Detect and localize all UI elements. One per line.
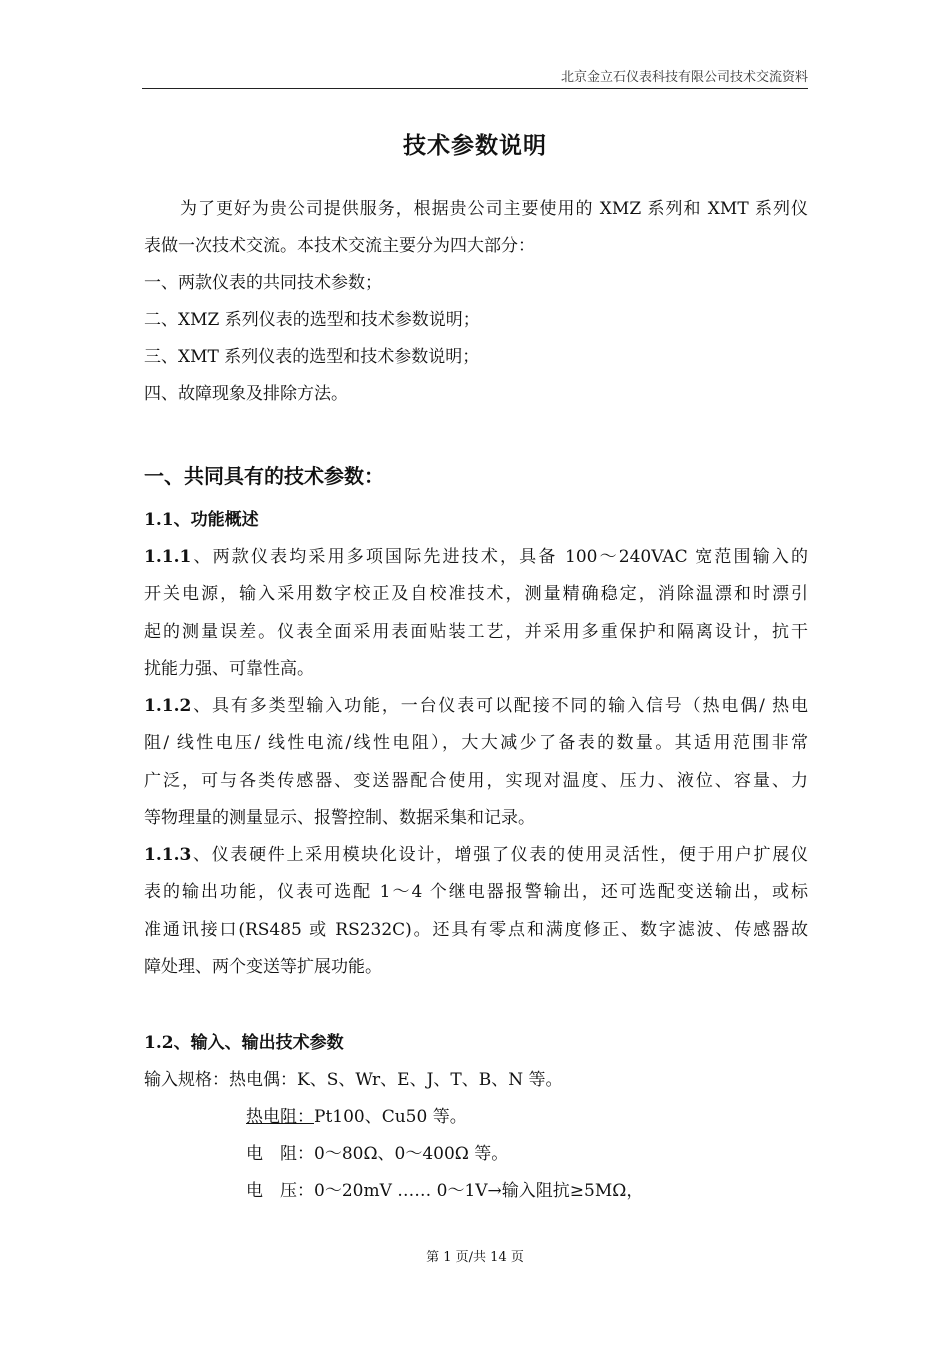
header-divider bbox=[142, 88, 808, 89]
paragraph-1-1-2-line-1: 1.1.2、具有多类型输入功能，一台仪表可以配接不同的输入信号（热电偶/ 热电 bbox=[144, 696, 808, 716]
paragraph-1-1-2-line-3: 广泛，可与各类传感器、变送器配合使用，实现对温度、压力、液位、容量、力 bbox=[144, 771, 808, 791]
outline-item-3: 三、XMT 系列仪表的选型和技术参数说明； bbox=[144, 347, 480, 367]
paragraph-1-1-3-line-2: 表的输出功能，仪表可选配 1～4 个继电器报警输出，还可选配变送输出，或标 bbox=[144, 882, 808, 902]
paragraph-1-1-2-line-2: 阻/ 线性电压/ 线性电流/线性电阻），大大减少了备表的数量。其适用范围非常 bbox=[144, 733, 808, 753]
paragraph-1-1-2-line-4: 等物理量的测量显示、报警控制、数据采集和记录。 bbox=[144, 808, 535, 828]
paragraph-1-1-1-line-2: 开关电源，输入采用数字校正及自校准技术，测量精确稳定，消除温漂和时漂引 bbox=[144, 584, 808, 604]
input-spec-rtd bbox=[246, 1105, 806, 1129]
input-spec-thermocouple bbox=[144, 1068, 808, 1092]
section-heading: 一、共同具有的技术参数： bbox=[144, 464, 384, 488]
paragraph-number: 1.1.3 bbox=[144, 845, 192, 865]
paragraph-number: 1.1.2 bbox=[144, 696, 192, 716]
paragraph-1-1-3-line-1: 1.1.3、仪表硬件上采用模块化设计，增强了仪表的使用灵活性，便于用户扩展仪 bbox=[144, 845, 808, 865]
outline-item-2: 二、XMZ 系列仪表的选型和技术参数说明； bbox=[144, 310, 480, 330]
input-spec-label: 输入规格： bbox=[144, 1070, 229, 1090]
intro-line-1: 为了更好为贵公司提供服务，根据贵公司主要使用的 XMZ 系列和 XMT 系列仪 bbox=[180, 199, 808, 219]
paragraph-1-1-3-line-4: 障处理、两个变送等扩展功能。 bbox=[144, 957, 382, 977]
subsection-heading-1-2: 1.2、输入、输出技术参数 bbox=[144, 1033, 344, 1053]
intro-line-2: 表做一次技术交流。本技术交流主要分为四大部分： bbox=[144, 236, 535, 256]
outline-item-1: 一、两款仪表的共同技术参数； bbox=[144, 273, 382, 293]
input-spec-voltage: 电 压：0～20mV …… 0～1V→输入阻抗≥5MΩ， bbox=[246, 1181, 644, 1201]
outline-item-4: 四、故障现象及排除方法。 bbox=[144, 384, 348, 404]
page-footer: 第 1 页/共 14 页 bbox=[426, 1250, 524, 1265]
input-spec-resistance: 电 阻：0～80Ω、0～400Ω 等。 bbox=[246, 1144, 509, 1164]
thermocouple-values: 热电偶：K、S、Wr、E、J、T、B、N 等。 bbox=[229, 1070, 563, 1090]
header-company-note: 北京金立石仪表科技有限公司技术交流资料 bbox=[560, 70, 808, 85]
paragraph-1-1-1-line-1: 1.1.1、两款仪表均采用多项国际先进技术，具备 100～240VAC 宽范围输入的 bbox=[144, 547, 808, 567]
rtd-label: 热电阻： bbox=[246, 1107, 314, 1127]
document-title: 技术参数说明 bbox=[403, 132, 547, 159]
paragraph-1-1-1-line-3: 起的测量误差。仪表全面采用表面贴装工艺，并采用多重保护和隔离设计，抗干 bbox=[144, 622, 808, 642]
paragraph-1-1-3-line-3: 准通讯接口(RS485 或 RS232C)。还具有零点和满度修正、数字滤波、传感器故 bbox=[144, 920, 808, 940]
subsection-heading-1-1: 1.1、功能概述 bbox=[144, 510, 259, 530]
paragraph-1-1-1-line-4: 扰能力强、可靠性高。 bbox=[144, 659, 314, 679]
paragraph-number: 1.1.1 bbox=[144, 547, 192, 567]
rtd-values: Pt100、Cu50 等。 bbox=[314, 1107, 467, 1127]
